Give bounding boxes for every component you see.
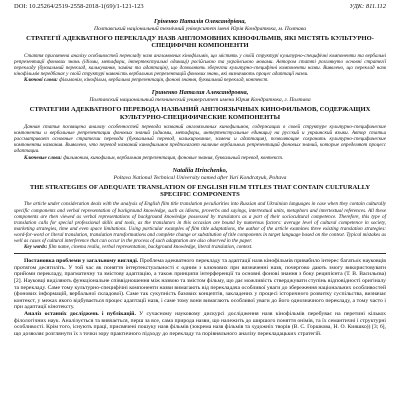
- keywords-label: Ключевые слова:: [24, 154, 62, 161]
- body-paragraph: [14, 258, 386, 311]
- keywords-line: [14, 77, 386, 83]
- keywords-text: фильмоним, кинофильм, вербальная репрезентация, фоновые знания, буквальный перевод, контекст.: [63, 154, 284, 161]
- paragraph-heading: Постановка проблеми у загальному вигляді.: [24, 258, 139, 265]
- article-title: СТРАТЕГИИ АДЕКВАТНОГО ПЕРЕВОДА НАЗВАНИЙ АНГЛОЯЗЫЧНЫХ КИНОФИЛЬМОВ, СОДЕРЖАЩИХ КУЛЬТУРНО-СПЕЦИФИЧЕСКИЕ КОМПОНЕНТЫ: [29, 106, 371, 121]
- udk-text: УДК: 811.112: [349, 3, 386, 10]
- abstract-block-ukrainian: [14, 18, 386, 83]
- abstract-block-english: [14, 167, 386, 251]
- keywords-label: Ключові слова:: [24, 77, 58, 84]
- paragraph-heading: Аналіз останніх досліджень і публікацій.: [24, 310, 136, 317]
- paragraph-text: Проблема адекватного перекладу та адаптації назв кінофільмів привабило інтерес багатьох науковців протягом десятиліть. У той час як поняття інтертекстуальності є одним з ключових при визначенні назв, почергово дають змогу використовувати прийоми перекладу, прагматичну та змістову адаптацію, а також принципи інтерференції та основні фонові знання з боку реципієнта (Т. В. Васильєва) [2]. Науковці виділяють функціональне співвідношення між назвою та змістом фільму, що дає можливість стверджувати ступінь відповідності оригіналу та перекладу. Саме тому культурно-специфічні компоненти назви вимагають від перекладача особливої уваги до збереження національних особливостей (фонових інформацій, вербальної складової). Саме так сукупність базових концептів, закладених у процесі історичного розвитку суспільства, визначає контекст, у межах якого відбувається процес адаптації назв, і саме тому вони вимагають особливої уваги до його однозначного перекладу, а тому часто і при адаптації кінотексту.: [14, 258, 386, 311]
- author-name: Гріненко Наталія Олександрівна,: [153, 18, 247, 25]
- doi-text: DOI: 10.25264/2519-2558-2018-1(69)/1-121-123: [14, 3, 144, 10]
- author-name: Nataliia Hrinchenko,: [172, 166, 228, 174]
- section-divider: [14, 253, 386, 254]
- abstract-text: The article under consideration deals with the analysis of English film title translation peculiarities into Russian and Ukrainian languages in case when they contain culturally specific components and verbal representation of background knowledge, such as idioms, proverbs and sayings, intertextual units, metaphors and intertextual references. All these components are then viewed as verbal representations of background knowledge possessed by translators as a part of their sociocultural competence. Therefore, this type of translation calls for special professional skills and tools, as the translators in this occasion are bound by numerous factors: average level of cultural competence in society, marketing strategies, time and even space limitations. Using particular examples of film title adaptations, the author of the article examines three existing translation strategies: word-for-word or literal translation, translation transformations and complete change or substitution of title components in target language based on the context. Typical mistakes as well as cases of cultural interference that can occur in the process of such adaptation are also observed in the paper.: [14, 201, 386, 245]
- abstract-text: Стаття присвячена аналізу особливостей перекладу назв англомовних кінофільмів, що містять у своїй структурі культурно-специфічні компоненти та вербальні репрезентації фонових знань (ідіоми, метафори, інтертекстуальні одиниці) російською та українською мовами. Автором статті розглянуто основні стратегії перекладу (буквальний переклад, калькування, заміна та адаптація), що дозволяють зберегти культурно-специфічні компоненти назви. Виявлено, що переклад назв кінофільмів передбачає у своїй структурі наявність вербальних репрезентацій фонових знань, які визначають процес адаптації назви.: [14, 52, 386, 78]
- page-header: [14, 3, 386, 12]
- author-affiliation: Полтавский национальный технический университет имени Юрия Кондратюка, г. Полтава: [89, 97, 311, 104]
- keywords-text: film name, cinema realia, verbal representation, background knowledge, literal translation, context.: [48, 244, 253, 251]
- keywords-text: фільмонім, кінофільм, вербальна репрезентація, фонові знання, буквальний переклад, контекст.: [59, 77, 269, 84]
- body-paragraph: [14, 311, 386, 337]
- article-title: СТРАТЕГІЇ АДЕКВАТНОГО ПЕРЕКЛАДУ НАЗВ АНГЛОМОВНИХ КІНОФІЛЬМІВ, ЯКІ МІСТЯТЬ КУЛЬТУРНО-СПЕЦИФІЧНІ КОМПОНЕНТИ: [26, 35, 374, 50]
- abstract-text: Данная статья посвящена анализу особенностей перевода названий англоязычных кинофильмов, содержащих в своей структуре культурно-специфические компоненты и вербальные репрезентации фоновых знаний (идиомы, метафоры, интертекстуальные единицы) на русский и украинский языки. Автор статьи рассматривает основные стратегии перевода (буквальный перевод, калькирование, замена и адаптация), позволяющие сохранить культурно-специфические компоненты названия. Выявлено, что перевод названий кинофильмов предполагает наличие вербальных репрезентаций фоновых знаний, которые определяют процесс адаптации.: [14, 124, 386, 155]
- article-title: THE STRATEGIES OF ADEQUATE TRANSLATION OF ENGLISH FILM TITLES THAT CONTAIN CULTURALLY SPECIFIC COMPONENTS: [29, 183, 371, 199]
- author-affiliation: Poltava National Technical University named after Yuri Kondratyuk, Poltava: [113, 174, 287, 181]
- keywords-label: Key words:: [24, 244, 48, 251]
- keywords-line: [14, 244, 386, 250]
- abstract-block-russian: [14, 89, 386, 160]
- author-name: Гриненко Наталия Александровна,: [151, 89, 249, 97]
- author-affiliation: Полтавський національний технічний університет імені Юрія Кондратюка, м. Полтава: [93, 26, 307, 32]
- keywords-line: [14, 155, 386, 161]
- paragraph-text: У сучасному науковому дискурсі дослідження назв кінофільмів перебуває на перетині кількох філологічних наук. Аналізується та вивчається, перш за все, сама природа назви, що належить до ширшого поняття онімів, та їх семантичні і структурні особливості. Крім того, існують праці, присвячені пошуку назв фільмів (зокрема назв фільмів та художніх творів (В. С. Горшкова, Н. О. Кияшко)) [3; 6], що дозволяє розглянути їх з точки зору практичного підходу до перекладу та порівняльного аналізу перекладацьких стратегій.: [14, 310, 387, 337]
